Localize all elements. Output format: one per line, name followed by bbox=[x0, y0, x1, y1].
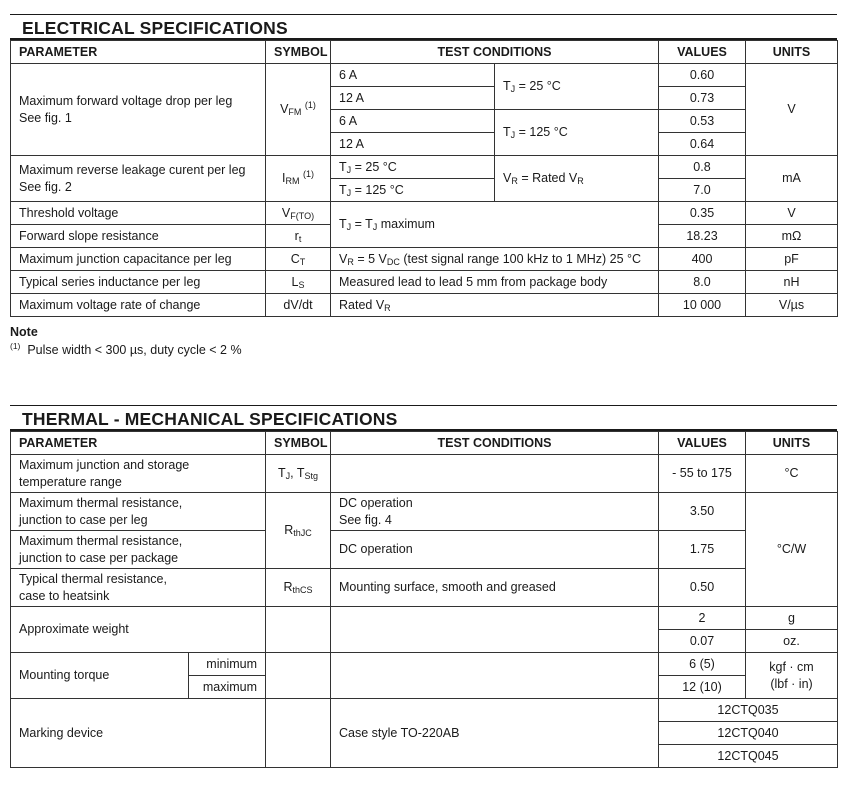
tj-conditions bbox=[331, 455, 659, 493]
dvdt-symbol: dV/dt bbox=[266, 294, 331, 317]
table-row bbox=[11, 294, 838, 317]
marking-parameter: Marking device bbox=[11, 699, 266, 768]
vf-current-4: 12 A bbox=[331, 133, 495, 156]
header-values: VALUES bbox=[659, 432, 746, 455]
vfto-value: 0.35 bbox=[659, 202, 746, 225]
rthcs-parameter: Typical thermal resistance, case to heatsink bbox=[11, 569, 266, 607]
vfto-unit: V bbox=[746, 202, 838, 225]
vf-value-1: 0.60 bbox=[659, 64, 746, 87]
torque-parameter: Mounting torque bbox=[11, 653, 189, 699]
ct-value: 400 bbox=[659, 248, 746, 271]
rthcs-conditions: Mounting surface, smooth and greased bbox=[331, 569, 659, 607]
rt-parameter: Forward slope resistance bbox=[11, 225, 266, 248]
rthjc-pkg-conditions: DC operation bbox=[331, 531, 659, 569]
rt-symbol: $r_t$ bbox=[266, 225, 331, 248]
table-row bbox=[11, 202, 838, 225]
torque-conditions bbox=[331, 653, 659, 699]
marking-symbol bbox=[266, 699, 331, 768]
vf-symbol: $V_{FM}$ $^{(1)}$ bbox=[266, 64, 331, 156]
vf-current-2: 12 A bbox=[331, 87, 495, 110]
vf-current-3: 6 A bbox=[331, 110, 495, 133]
dvdt-conditions: Rated $V_R$ bbox=[331, 294, 659, 317]
table-header-row bbox=[11, 41, 838, 64]
marking-value-3: 12CTQ045 bbox=[659, 745, 838, 768]
table-row bbox=[11, 531, 838, 569]
ls-value: 8.0 bbox=[659, 271, 746, 294]
irm-value-2: 7.0 bbox=[659, 179, 746, 202]
electrical-specifications-section bbox=[10, 14, 837, 317]
dvdt-parameter: Maximum voltage rate of change bbox=[11, 294, 266, 317]
header-symbol: SYMBOL bbox=[266, 41, 331, 64]
vf-value-3: 0.53 bbox=[659, 110, 746, 133]
tj-value: - 55 to 175 bbox=[659, 455, 746, 493]
header-parameter: PARAMETER bbox=[11, 41, 266, 64]
header-test-conditions: TEST CONDITIONS bbox=[331, 432, 659, 455]
rthcs-symbol: $R_{thCS}$ bbox=[266, 569, 331, 607]
dvdt-value: 10 000 bbox=[659, 294, 746, 317]
ls-unit: nH bbox=[746, 271, 838, 294]
vf-temp-125: $T_J = 125$ °C bbox=[495, 110, 659, 156]
vfto-parameter: Threshold voltage bbox=[11, 202, 266, 225]
tj-parameter: Maximum junction and storage temperature range bbox=[11, 455, 266, 493]
header-units: UNITS bbox=[746, 41, 838, 64]
table-row bbox=[11, 64, 838, 87]
table-row bbox=[11, 607, 838, 630]
ct-parameter: Maximum junction capacitance per leg bbox=[11, 248, 266, 271]
table-row bbox=[11, 699, 838, 722]
torque-max-label: maximum bbox=[189, 676, 266, 699]
header-test-conditions: TEST CONDITIONS bbox=[331, 41, 659, 64]
marking-value-1: 12CTQ035 bbox=[659, 699, 838, 722]
vfto-rt-conditions: $T_J = T_J$ maximum bbox=[331, 202, 659, 248]
rthjc-pkg-parameter: Maximum thermal resistance, junction to case per package bbox=[11, 531, 266, 569]
torque-symbol bbox=[266, 653, 331, 699]
thermal-mechanical-section bbox=[10, 405, 837, 768]
thermal-section-title: THERMAL - MECHANICAL SPECIFICATIONS bbox=[10, 405, 837, 431]
electrical-specs-table bbox=[10, 40, 838, 317]
ct-conditions: $V_R = 5$ $V_{DC}$ (test signal range 100 kHz to 1 MHz) 25 °C bbox=[331, 248, 659, 271]
weight-symbol bbox=[266, 607, 331, 653]
marking-value-2: 12CTQ040 bbox=[659, 722, 838, 745]
irm-symbol: $I_{RM}$ $^{(1)}$ bbox=[266, 156, 331, 202]
rthcs-value: 0.50 bbox=[659, 569, 746, 607]
header-values: VALUES bbox=[659, 41, 746, 64]
vf-temp-25: $T_J = 25$ °C bbox=[495, 64, 659, 110]
header-units: UNITS bbox=[746, 432, 838, 455]
thermal-specs-table bbox=[10, 431, 838, 768]
weight-unit-oz: oz. bbox=[746, 630, 838, 653]
irm-cond-25: $T_J = 25$ °C bbox=[331, 156, 495, 179]
table-row bbox=[11, 455, 838, 493]
irm-value-1: 0.8 bbox=[659, 156, 746, 179]
rt-value: 18.23 bbox=[659, 225, 746, 248]
note-text: $^{(1)}$ Pulse width < 300 µs, duty cycle < 2 % bbox=[10, 341, 242, 357]
irm-unit: mA bbox=[746, 156, 838, 202]
table-row bbox=[11, 569, 838, 607]
vf-parameter: Maximum forward voltage drop per leg See fig. 1 bbox=[11, 64, 266, 156]
vfto-symbol: $V_{F(TO)}$ bbox=[266, 202, 331, 225]
weight-parameter: Approximate weight bbox=[11, 607, 266, 653]
torque-max-value: 12 (10) bbox=[659, 676, 746, 699]
dvdt-unit: V/µs bbox=[746, 294, 838, 317]
rt-unit: mΩ bbox=[746, 225, 838, 248]
rthjc-leg-conditions: DC operation See fig. 4 bbox=[331, 493, 659, 531]
rthjc-pkg-value: 1.75 bbox=[659, 531, 746, 569]
rthjc-leg-value: 3.50 bbox=[659, 493, 746, 531]
tj-unit: °C bbox=[746, 455, 838, 493]
vf-value-2: 0.73 bbox=[659, 87, 746, 110]
torque-unit: kgf · cm (lbf · in) bbox=[746, 653, 838, 699]
ls-conditions: Measured lead to lead 5 mm from package body bbox=[331, 271, 659, 294]
weight-conditions bbox=[331, 607, 659, 653]
ls-symbol: $L_S$ bbox=[266, 271, 331, 294]
vf-current-1: 6 A bbox=[331, 64, 495, 87]
ls-parameter: Typical series inductance per leg bbox=[11, 271, 266, 294]
ct-symbol: $C_T$ bbox=[266, 248, 331, 271]
vf-value-4: 0.64 bbox=[659, 133, 746, 156]
weight-value-oz: 0.07 bbox=[659, 630, 746, 653]
note-title: Note bbox=[10, 325, 38, 339]
table-row bbox=[11, 156, 838, 179]
table-row bbox=[11, 248, 838, 271]
table-header-row bbox=[11, 432, 838, 455]
rthjc-leg-parameter: Maximum thermal resistance, junction to case per leg bbox=[11, 493, 266, 531]
weight-unit-g: g bbox=[746, 607, 838, 630]
electrical-section-title: ELECTRICAL SPECIFICATIONS bbox=[10, 14, 837, 40]
header-symbol: SYMBOL bbox=[266, 432, 331, 455]
ct-unit: pF bbox=[746, 248, 838, 271]
rth-unit: °C/W bbox=[746, 493, 838, 607]
irm-vr-rated: $V_R$ = Rated $V_R$ bbox=[495, 156, 659, 202]
weight-value-g: 2 bbox=[659, 607, 746, 630]
marking-conditions: Case style TO-220AB bbox=[331, 699, 659, 768]
irm-cond-125: $T_J = 125$ °C bbox=[331, 179, 495, 202]
torque-min-value: 6 (5) bbox=[659, 653, 746, 676]
torque-min-label: minimum bbox=[189, 653, 266, 676]
table-row bbox=[11, 493, 838, 531]
rthjc-symbol: $R_{thJC}$ bbox=[266, 493, 331, 569]
table-row bbox=[11, 271, 838, 294]
table-row bbox=[11, 653, 838, 676]
vf-unit: V bbox=[746, 64, 838, 156]
irm-parameter: Maximum reverse leakage curent per leg See fig. 2 bbox=[11, 156, 266, 202]
header-parameter: PARAMETER bbox=[11, 432, 266, 455]
tj-symbol: $T_J$, $T_{Stg}$ bbox=[266, 455, 331, 493]
